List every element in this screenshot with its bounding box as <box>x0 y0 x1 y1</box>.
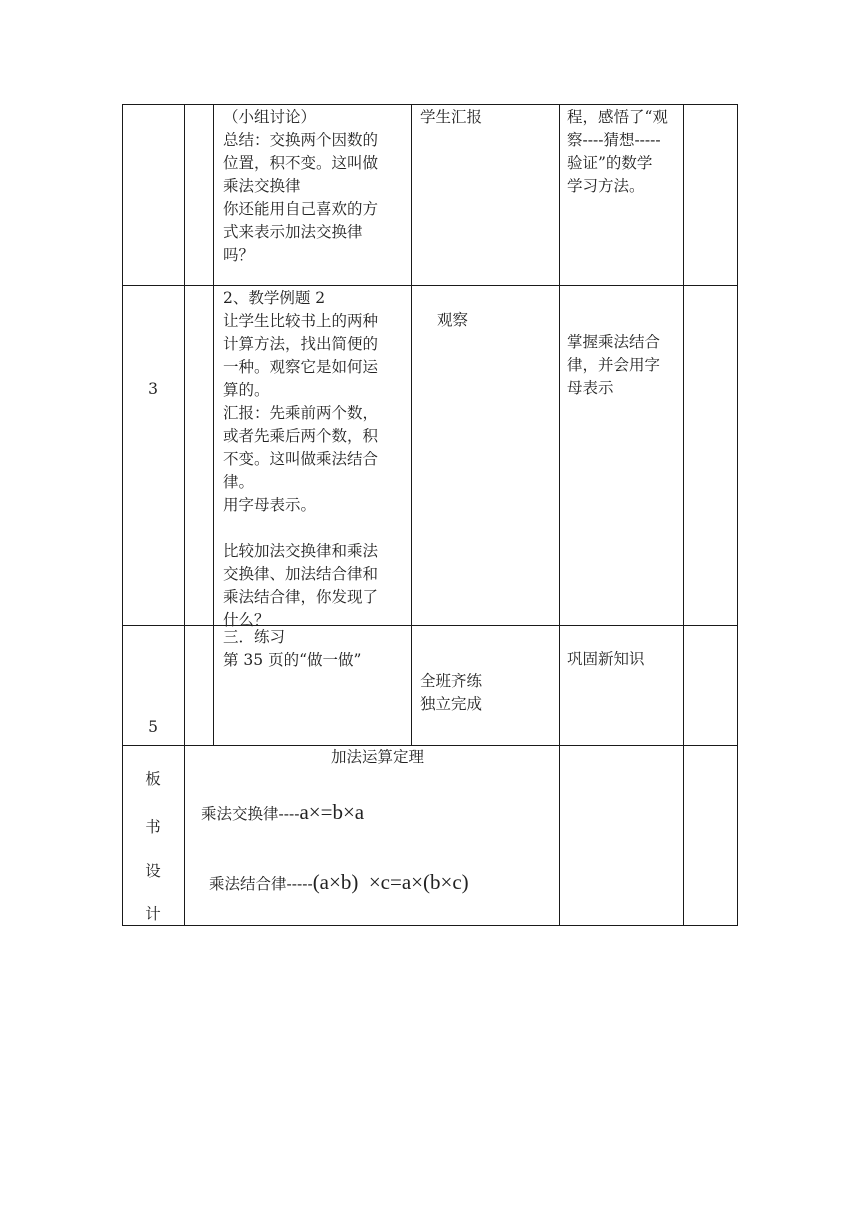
text-line: 律，并会用字 <box>567 356 661 374</box>
row-divider-2 <box>122 625 738 626</box>
table-right-border <box>737 104 738 926</box>
text-line: 2、教学例题 2 <box>223 289 326 307</box>
text-line: 巩固新知识 <box>567 650 645 668</box>
col-divider-content <box>411 104 412 746</box>
text-line: 三．练习 <box>223 628 286 646</box>
text-line: 乘法交换律 <box>223 177 301 195</box>
table-bottom-border <box>122 925 738 926</box>
text-line: 你还能用自己喜欢的方 <box>223 200 379 218</box>
text-line: 让学生比较书上的两种 <box>223 312 379 330</box>
text-line: 式来表示加法交换律 <box>223 223 363 241</box>
text-line: 5 <box>148 718 158 736</box>
text-line: 乘法结合律，你发现了 <box>223 588 379 606</box>
row3-intent <box>567 648 645 671</box>
text-line: 母表示 <box>567 379 614 397</box>
text-line: 3 <box>148 380 158 398</box>
row1-content <box>223 106 409 267</box>
formula-prefix: 乘法交换律---- <box>201 805 300 823</box>
text-line: 全班齐练 <box>420 672 483 690</box>
formula-expression: a×=b×a <box>299 800 365 824</box>
text-line: 律。 <box>223 473 255 491</box>
board-label-3: 设 <box>145 862 161 880</box>
text-line: 算的。 <box>223 381 270 399</box>
text-line: 吗？ <box>223 246 255 264</box>
text-line: 学习方法。 <box>567 177 645 195</box>
table-left-border <box>122 104 123 926</box>
text-line: 位置，积不变。这叫做 <box>223 154 379 172</box>
text-line: 第 35 页的“做一做” <box>223 651 362 669</box>
row2-intent <box>567 331 660 400</box>
row-divider-1 <box>122 285 738 286</box>
text-line: 程，感悟了“观 <box>567 108 668 126</box>
col-divider-student <box>559 104 560 926</box>
row1-intent <box>567 106 668 198</box>
table-top-border <box>122 104 738 105</box>
col-divider-narrow <box>213 104 214 746</box>
row-divider-3 <box>122 745 738 746</box>
text-line: 独立完成 <box>420 695 483 713</box>
row3-minutes <box>122 716 184 739</box>
formula-prefix: 乘法结合律----- <box>209 875 313 893</box>
board-label-1: 板 <box>145 770 161 788</box>
text-line: 不变。这叫做乘法结合 <box>223 450 379 468</box>
row1-student <box>420 106 482 129</box>
row3-content <box>223 626 409 672</box>
formula-expression: (a×b) ×c=a×(b×c) <box>312 870 469 894</box>
text-line: 总结：交换两个因数的 <box>223 131 379 149</box>
text-line: 掌握乘法结合 <box>567 333 661 351</box>
board-label-4: 计 <box>145 905 161 923</box>
board-title: 加法运算定理 <box>331 748 425 766</box>
row2-student <box>437 309 468 332</box>
row3-student <box>420 670 482 716</box>
board-formula-commutative <box>201 800 364 825</box>
row2-minutes <box>122 378 184 401</box>
text-line: 察----猜想----- <box>567 131 661 149</box>
board-label-2: 书 <box>145 818 161 836</box>
board-formula-associative <box>209 870 469 895</box>
text-line: 一种。观察它是如何运 <box>223 358 379 376</box>
text-line: （小组讨论） <box>223 108 317 126</box>
text-line: 什么？ <box>223 611 270 629</box>
text-line: 交换律、加法结合律和 <box>223 565 379 583</box>
row2-content <box>223 287 409 632</box>
text-line: 验证”的数学 <box>567 154 653 172</box>
text-line: 观察 <box>437 311 469 329</box>
text-line: 或者先乘后两个数，积 <box>223 427 379 445</box>
col-divider-intent <box>683 104 684 926</box>
text-line: 学生汇报 <box>420 108 483 126</box>
col-divider-num <box>184 104 185 926</box>
text-line: 计算方法，找出简便的 <box>223 335 379 353</box>
text-line: 汇报：先乘前两个数， <box>223 404 379 422</box>
text-line <box>223 517 409 540</box>
text-line: 用字母表示。 <box>223 496 317 514</box>
text-line: 比较加法交换律和乘法 <box>223 542 379 560</box>
